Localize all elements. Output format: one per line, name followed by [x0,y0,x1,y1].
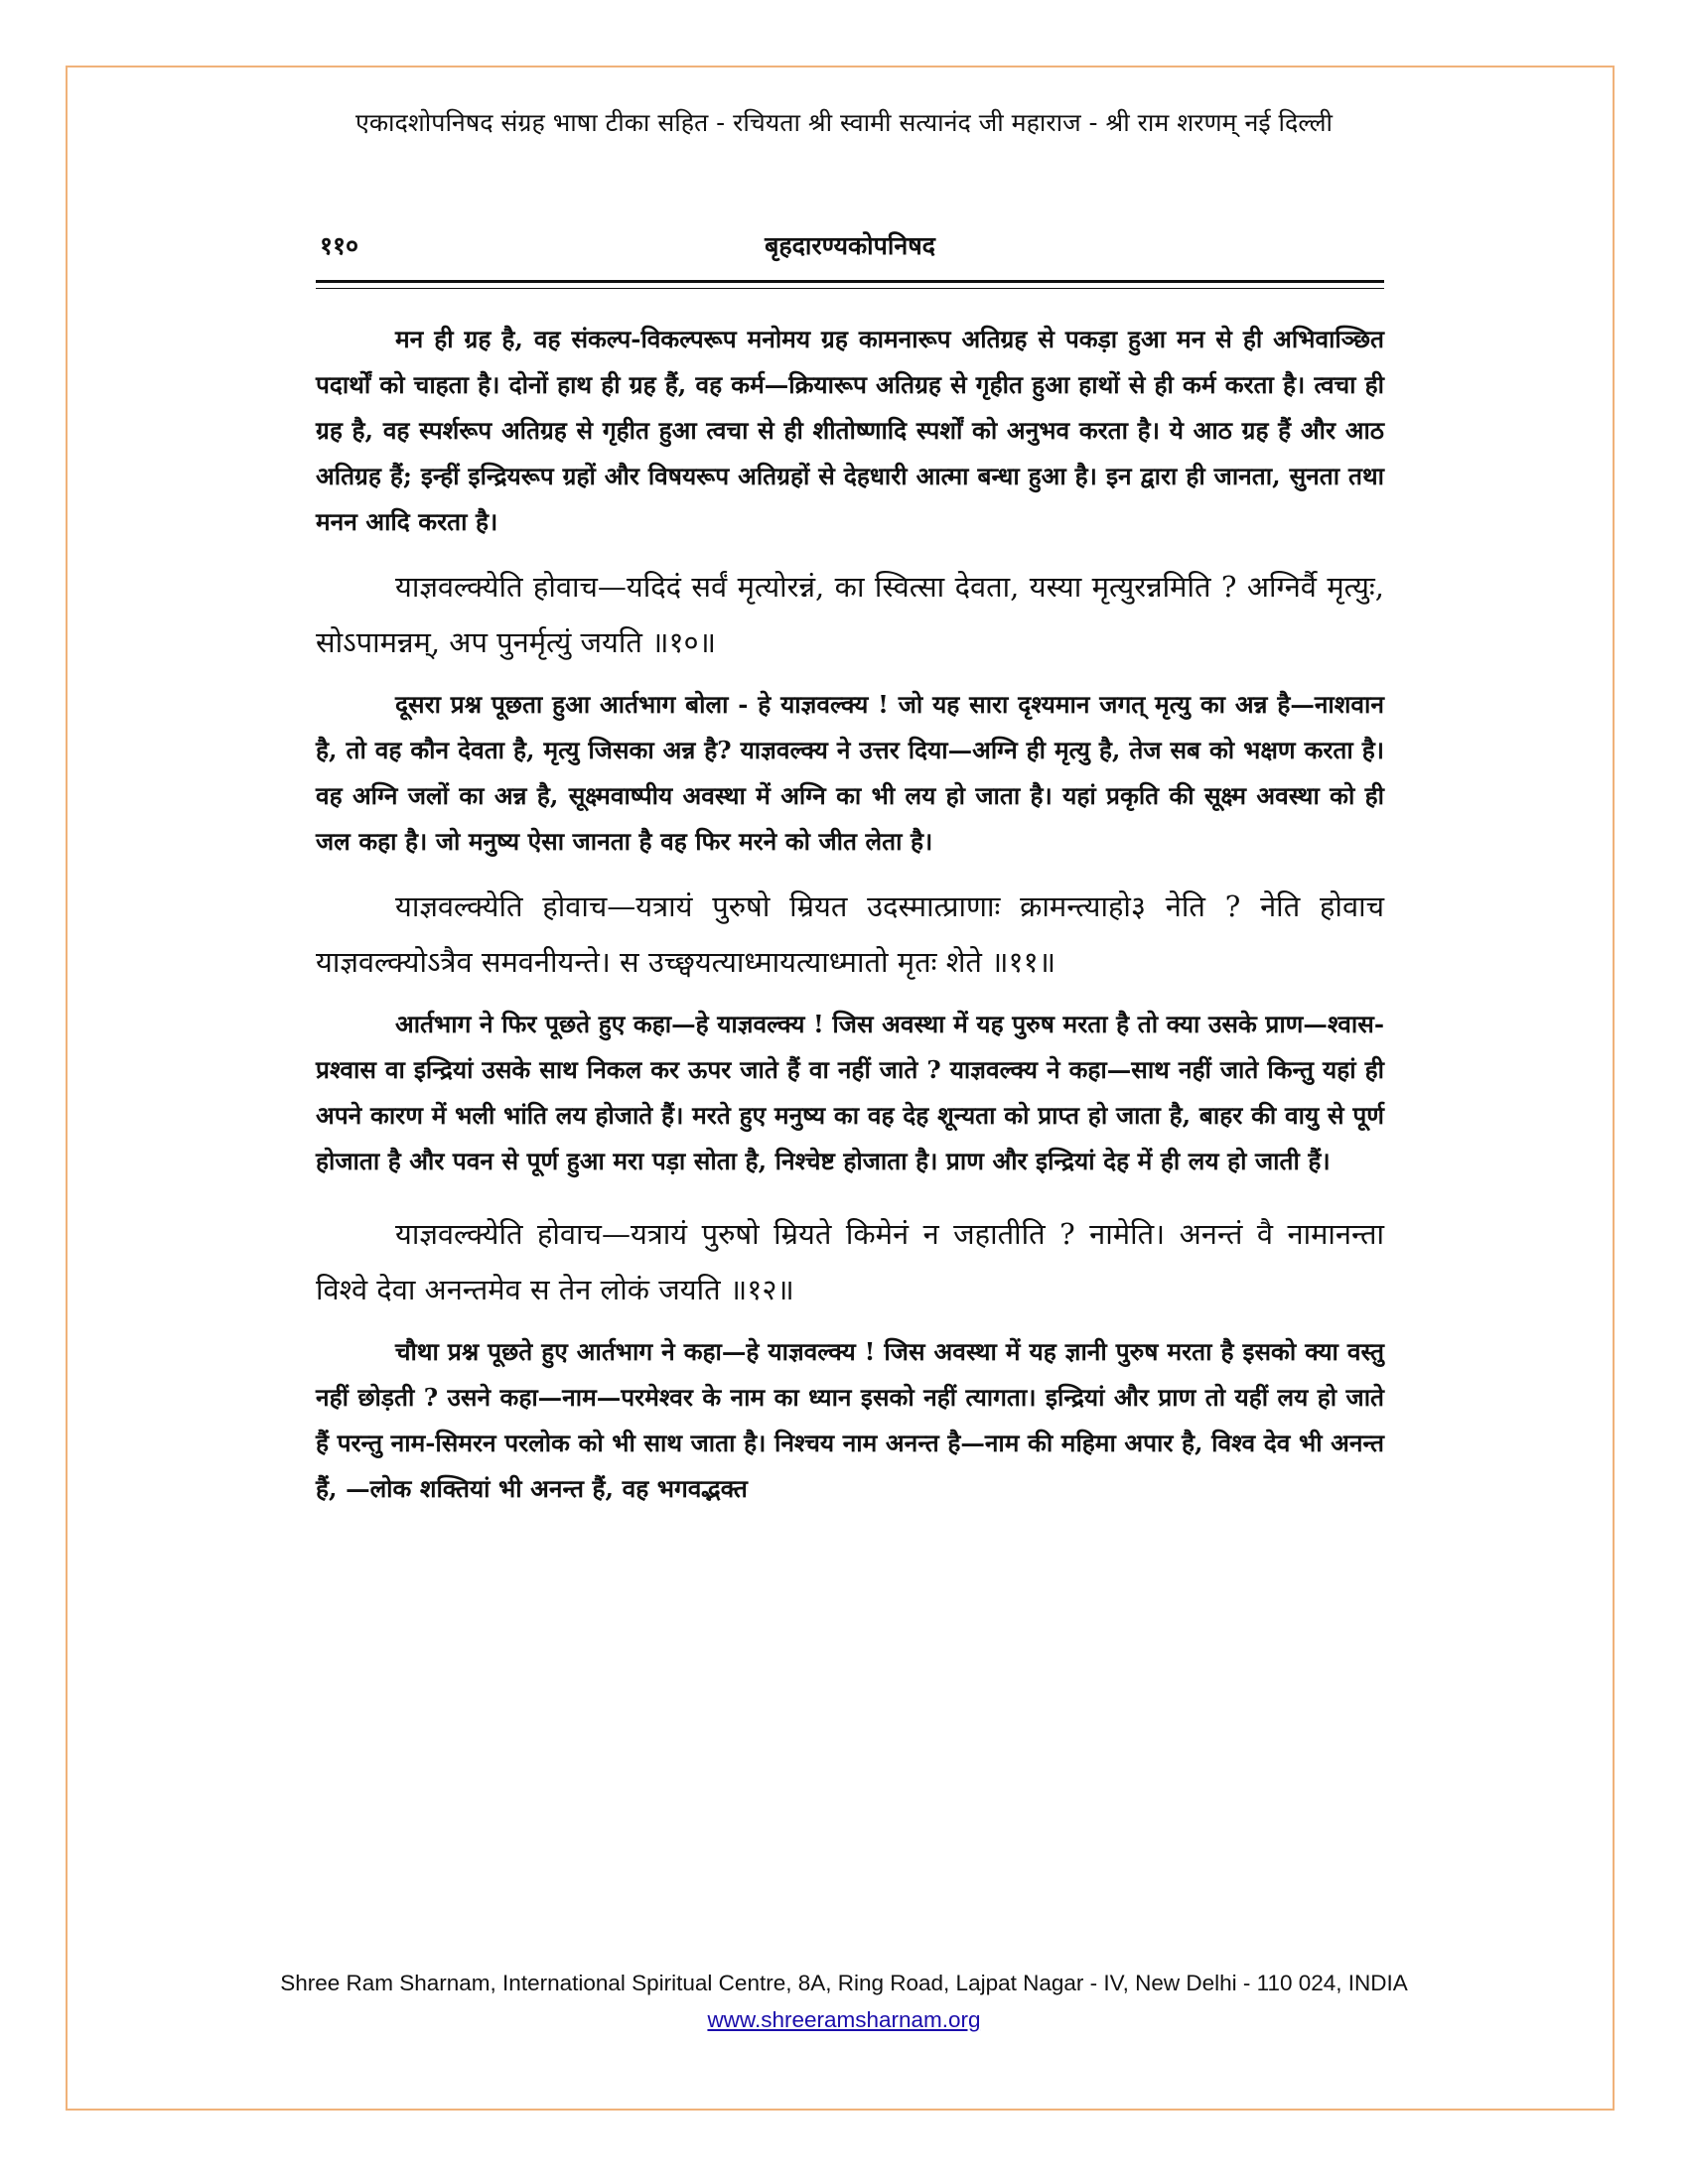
sanskrit-verse-12: याज्ञवल्क्येति होवाच—यत्रायं पुरुषो म्रियते किमेनं न जहातीति ? नामेति। अनन्तं वै नामानन्ता विश्वे देवा अनन्तमेव स तेन लोकं जयति ॥१२॥ [316,1217,1384,1306]
website-link[interactable]: www.shreeramsharnam.org [707,2007,981,2032]
running-head [316,220,1384,268]
page-number: ११० [320,231,359,260]
commentary-paragraph: मन ही ग्रह है, वह संकल्प-विकल्परूप मनोमय ग्रह कामनारूप अतिग्रह से पकड़ा हुआ मन से ही अभिवाञ्छित पदार्थों को चाहता है। दोनों हाथ ही ग्रह हैं, वह कर्म—क्रियारूप अतिग्रह से गृहीत हुआ हाथों से ही कर्म करता है। त्वचा ही ग्रह है, वह स्पर्शरूप अतिग्रह से गृहीत हुआ त्वचा से ही शीतोष्णादि स्पर्शों को अनुभव करता है। ये आठ ग्रह हैं और आठ अतिग्रह हैं; इन्हीं इन्द्रियरूप ग्रहों और विषयरूप अतिग्रहों से देहधारी आत्मा बन्धा हुआ है। इन द्वारा ही जानता, सुनता तथा मनन आदि करता है। [316,325,1384,536]
running-title: बृहदारण्यकोपनिषद [765,231,935,260]
footer-address: Shree Ram Sharnam, International Spiritual Centre, 8A, Ring Road, Lajpat Nagar - IV, New Delhi - 110 024, INDIA [280,1971,1408,1995]
spacer [316,1184,1384,1192]
scanned-page [316,220,1384,1930]
commentary-paragraph: आर्तभाग ने फिर पूछते हुए कहा—हे याज्ञवल्क्य ! जिस अवस्था में यह पुरुष मरता है तो क्या उसके प्राण—श्वास-प्रश्वास वा इन्द्रियां उसके साथ निकल कर ऊपर जाते हैं वा नहीं जाते ? याज्ञवल्क्य ने कहा—साथ नहीं जाते किन्तु यहां ही अपने कारण में भली भांति लय होजाते हैं। मरते हुए मनुष्य का वह देह शून्यता को प्राप्त हो जाता है, बाहर की वायु से पूर्ण होजाता है और पवन से पूर्ण हुआ मरा पड़ा सोता है, निश्चेष्ट होजाता है। प्राण और इन्द्रियां देह में ही लय हो जाती हैं। [316,1010,1384,1175]
document-header: एकादशोपनिषद संग्रह भाषा टीका सहित - रचियता श्री स्वामी सत्यानंद जी महाराज - श्री राम शरणम् नई दिल्ली [355,108,1333,137]
commentary-paragraph: दूसरा प्रश्न पूछता हुआ आर्तभाग बोला - हे याज्ञवल्क्य ! जो यह सारा दृश्यमान जगत् मृत्यु का अन्न है—नाशवान है, तो वह कौन देवता है, मृत्यु जिसका अन्न है? याज्ञवल्क्य ने उत्तर दिया—अग्नि ही मृत्यु है, तेज सब को भक्षण करता है। वह अग्नि जलों का अन्न है, सूक्ष्मवाष्पीय अवस्था में अग्नि का भी लय हो जाता है। यहां प्रकृति की सूक्ष्म अवस्था को ही जल कहा है। जो मनुष्य ऐसा जानता है वह फिर मरने को जीत लेता है। [316,690,1384,856]
sanskrit-verse-10: याज्ञवल्क्येति होवाच—यदिदं सर्वं मृत्योरन्नं, का स्वित्सा देवता, यस्या मृत्युरन्नमिति ? अग्निर्वै मृत्युः, सोऽपामन्नम्, अप पुनर्मृत्युं जयति ॥१०॥ [316,570,1384,659]
header-rule-thin [316,288,1384,289]
commentary-paragraph: चौथा प्रश्न पूछते हुए आर्तभाग ने कहा—हे याज्ञवल्क्य ! जिस अवस्था में यह ज्ञानी पुरुष मरता है इसको क्या वस्तु नहीं छोड़ती ? उसने कहा—नाम—परमेश्वर के नाम का ध्यान इसको नहीं त्यागता। इन्द्रियां और प्राण तो यहीं लय हो जाते हैं परन्तु नाम-सिमरन परलोक को भी साथ जाता है। निश्चय नाम अनन्त है—नाम की महिमा अपार है, विश्व देव भी अनन्त हैं, —लोक शक्तियां भी अनन्त हैं, वह भगवद्भक्त [316,1337,1384,1503]
header-rule-thick [316,280,1384,283]
sanskrit-verse-11: याज्ञवल्क्येति होवाच—यत्रायं पुरुषो म्रियत उदस्मात्प्राणाः क्रामन्त्याहो३ नेति ? नेति होवाच याज्ञवल्क्योऽत्रैव समवनीयन्ते। स उच्छ्वयत्याध्मायत्याध्मातो मृतः शेते ॥११॥ [316,889,1384,979]
